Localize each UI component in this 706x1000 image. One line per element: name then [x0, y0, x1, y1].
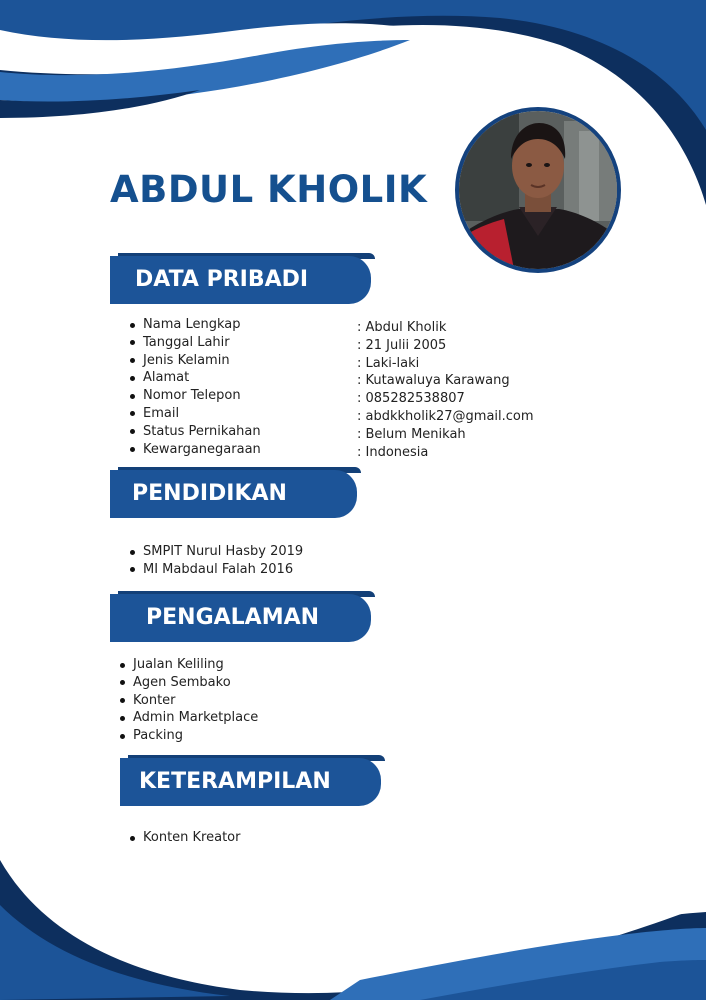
section-banner-personal [110, 256, 371, 304]
section-banner-skills [120, 758, 381, 806]
list-item: Konter [119, 692, 258, 710]
education-list [129, 543, 303, 579]
field-value: : Laki-laki [357, 355, 420, 371]
list-item: Tanggal Lahir [129, 334, 261, 352]
personal-values-list [357, 319, 534, 461]
section-banner-experience [110, 594, 371, 642]
list-item: MI Mabdaul Falah 2016 [129, 561, 303, 579]
field-value: : Indonesia [357, 444, 429, 460]
section-title-experience: PENGALAMAN [146, 605, 320, 630]
list-item: Kewarganegaraan [129, 441, 261, 459]
list-item: Jenis Kelamin [129, 352, 261, 370]
field-value: : 21 Julii 2005 [357, 337, 447, 353]
list-item: SMPIT Nurul Hasby 2019 [129, 543, 303, 561]
section-title-personal: DATA PRIBADI [135, 267, 309, 292]
list-item: Alamat [129, 369, 261, 387]
list-item: Nama Lengkap [129, 316, 261, 334]
list-item: Admin Marketplace [119, 709, 258, 727]
experience-list [119, 656, 258, 745]
section-banner-education [110, 470, 357, 518]
field-value: : Kutawaluya Karawang [357, 373, 510, 389]
person-name: ABDUL KHOLIK [110, 168, 428, 211]
field-value: : Belum Menikah [357, 426, 466, 442]
section-title-education: PENDIDIKAN [132, 481, 287, 506]
profile-photo [455, 107, 621, 273]
list-item: Email [129, 405, 261, 423]
list-item: Jualan Keliling [119, 656, 258, 674]
field-value: : 085282538807 [357, 391, 465, 407]
list-item: Agen Sembako [119, 674, 258, 692]
email-value: : abdkkholik27@gmail.com [357, 408, 534, 424]
list-item: Packing [119, 727, 258, 745]
list-item: Nomor Telepon [129, 387, 261, 405]
list-item: Status Pernikahan [129, 423, 261, 441]
profile-photo-image [459, 111, 617, 269]
section-title-skills: KETERAMPILAN [139, 769, 331, 794]
personal-labels-list [129, 316, 261, 458]
skills-list [129, 829, 240, 847]
field-value: : Abdul Kholik [357, 320, 447, 335]
list-item: Konten Kreator [129, 829, 240, 847]
